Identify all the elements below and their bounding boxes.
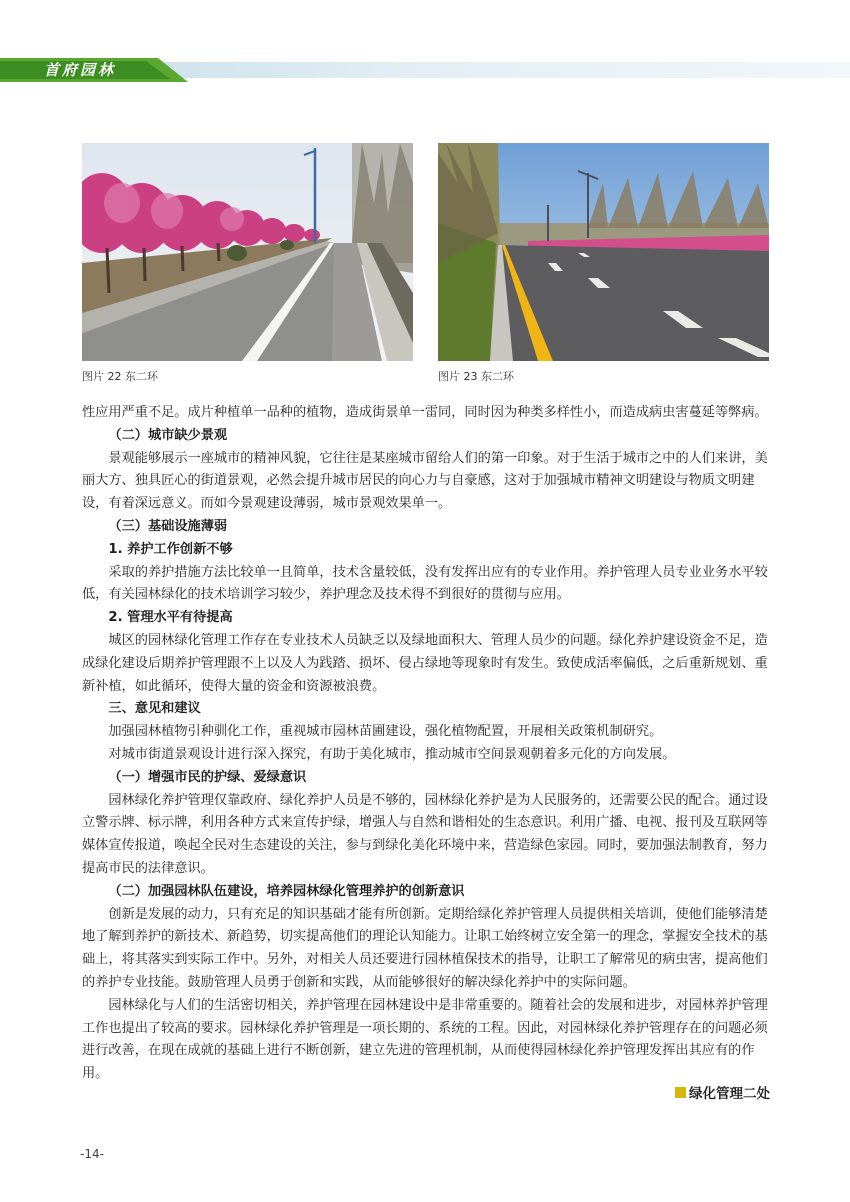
section-heading: （二）加强园林队伍建设，培养园林绿化管理养护的创新意识 [108,883,465,899]
paragraph: 园林绿化养护管理仅靠政府、绿化养护人员是不够的，园林绿化养护是为人民服务的，还需要公民的配合。通过设立警示牌、标示牌，利用各种方式来宣传护绿，增强人与自然和谐相处的生态意识。利用广播、电视、报刊及互联网等媒体宣传报道，唤起全民对生态建设的关注，参与到绿化美化环境中来，营造绿色家园。同时，要加强法制教育，努力提高市民的法律意识。 [82,792,768,876]
paragraph: 性应用严重不足。成片种植单一品种的植物，造成街景单一雷同，同时因为种类多样性小，而造成病虫害蔓延等弊病。 [82,405,768,420]
paragraph: 对城市街道景观设计进行深入探究，有助于美化城市，推动城市空间景观朝着多元化的方向发展。 [108,746,676,762]
paragraph: 园林绿化与人们的生活密切相关，养护管理在园林建设中是非常重要的。随着社会的发展和进步，对园林养护管理工作也提出了较高的要求。园林绿化养护管理是一项长期的、系统的工程。因此，对园林绿化养护管理存在的问题必须进行改善，在现在成就的基础上进行不断创新，建立先进的管理机制，从而使得园林绿化养护管理发挥出其应有的作用。 [82,997,768,1082]
section-heading: （三）基础设施薄弱 [108,518,228,534]
author-signature [675,1082,770,1102]
paragraph: 景观能够展示一座城市的精神风貌，它往往是某座城市留给人们的第一印象。对于生活于城市之中的人们来讲，美丽大方、独具匠心的街道景观，必然会提升城市居民的向心力与自豪感，这对于加强城市精神文明建设与物质文明建设，有着深远意义。而如今景观建设薄弱，城市景观效果单一。 [82,450,768,512]
section-heading: （二）城市缺少景观 [108,427,228,443]
subsection-heading: 2. 管理水平有待提高 [108,610,233,626]
article-body [82,402,770,1086]
figure-caption-22: 图片 22 东二环 [82,370,158,383]
photo-east-second-ring-bike-lane [82,143,413,361]
paragraph: 加强园林植物引种驯化工作，重视城市园林苗圃建设，强化植物配置，开展相关政策机制研究。 [108,724,663,740]
signature-marker-icon [675,1087,686,1098]
subsection-heading: 1. 养护工作创新不够 [108,541,233,557]
section-heading: （一）增强市民的护绿、爱绿意识 [108,769,307,785]
brand-title: 首府园林 [44,61,117,79]
figure-caption-23: 图片 23 东二环 [438,370,514,383]
photo-bike-lane-image [82,143,413,361]
paragraph: 采取的养护措施方法比较单一且简单，技术含量较低，没有发挥出应有的专业作用。养护管理人员专业业务水平较低，有关园林绿化的技术培训学习较少，养护理念及技术得不到很好的贯彻与应用。 [82,564,768,603]
author-name: 绿化管理二处 [689,1086,770,1102]
header-band [150,62,850,78]
photo-road-image [438,143,769,361]
photo-east-second-ring-road [438,143,769,361]
page-number: -14- [80,1147,104,1161]
paragraph: 城区的园林绿化管理工作存在专业技术人员缺乏以及绿地面积大、管理人员少的问题。绿化养护建设资金不足，造成绿化建设后期养护管理跟不上以及人为践踏、损坏、侵占绿地等现象时有发生。致使成活率偏低，之后重新规划、重新补植，如此循环，使得大量的资金和资源被浪费。 [82,632,768,694]
section-heading: 三、意见和建议 [108,701,201,717]
paragraph: 创新是发展的动力，只有充足的知识基础才能有所创新。定期给绿化养护管理人员提供相关培训，使他们能够清楚地了解到养护的新技术、新趋势，切实提高他们的理论认知能力。让职工始终树立安全第一的理念，掌握安全技术的基础上，将其落实到实际工作中。另外，对相关人员还要进行园林植保技术的指导，让职工了解常见的病虫害，提高他们的养护专业技能。鼓励管理人员勇于创新和实践，从而能够很好的解决绿化养护中的实际问题。 [82,906,768,990]
page-header [0,58,850,86]
